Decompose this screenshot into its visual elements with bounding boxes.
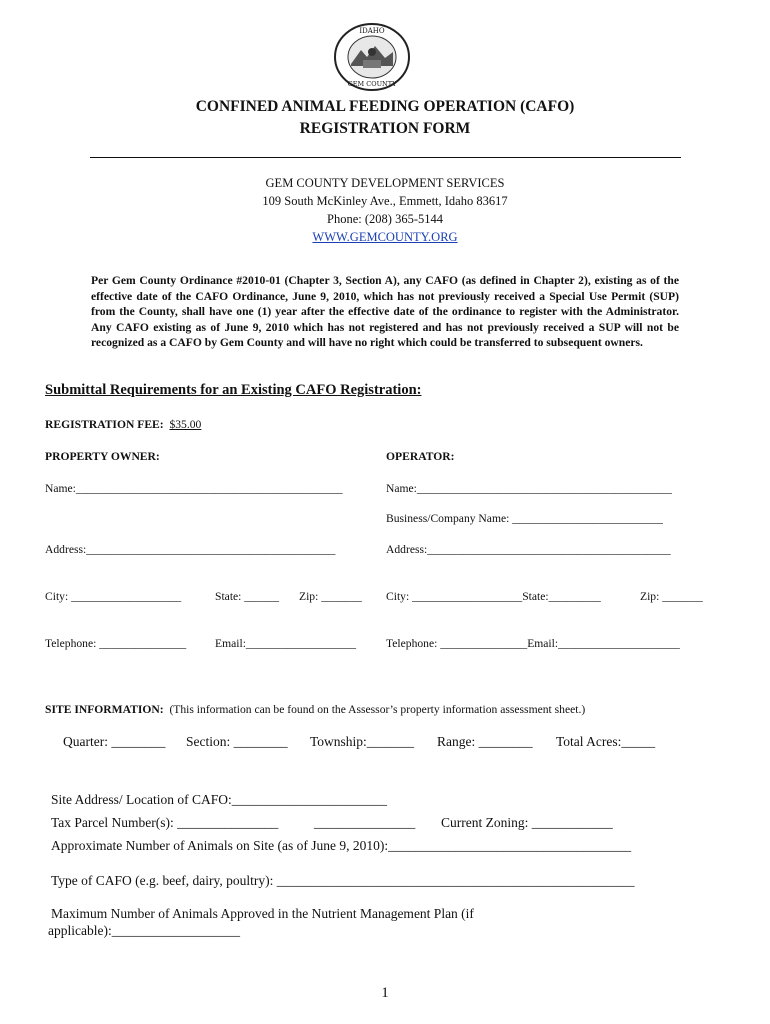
seal-bottom-text: GEM COUNTY [347,80,397,88]
current-zoning-field[interactable]: Current Zoning: ____________ [441,815,613,830]
cafo-type-field[interactable]: Type of CAFO (e.g. beef, dairy, poultry): _____________________________________________________ [51,873,635,888]
quarter-field[interactable]: Quarter: ________ [63,734,166,749]
owner-address-field[interactable]: Address:___________________________________________ [45,543,336,556]
tax-parcel-extra-field[interactable]: _______________ [314,815,416,830]
section-field[interactable]: Section: ________ [186,734,288,749]
agency-website-link[interactable]: WWW.GEMCOUNTY.ORG [312,230,458,244]
operator-address-field[interactable]: Address:__________________________________________ [386,543,671,556]
site-info-heading-row [45,703,585,716]
owner-city-field[interactable]: City: ___________________ [45,590,182,603]
fee-label: REGISTRATION FEE: [45,418,164,431]
seal-top-text: IDAHO [359,27,385,35]
operator-telephone-email-field[interactable]: Telephone: _______________Email:_____________________ [386,637,680,650]
owner-name-field[interactable]: Name:______________________________________________ [45,482,343,495]
title-divider [90,157,681,158]
tax-parcel-field[interactable]: Tax Parcel Number(s): _______________ [51,815,279,830]
form-title-line1: CONFINED ANIMAL FEEDING OPERATION (CAFO) [195,98,575,115]
total-acres-field[interactable]: Total Acres:_____ [556,734,656,749]
agency-address: 109 South McKinley Ave., Emmett, Idaho 83617 [262,194,508,208]
fee-value: $35.00 [169,418,202,431]
form-title-line2: REGISTRATION FORM [299,120,471,137]
agency-phone: Phone: (208) 365-5144 [327,212,443,226]
owner-zip-field[interactable]: Zip: _______ [299,590,362,603]
owner-state-field[interactable]: State: ______ [215,590,280,603]
operator-heading: OPERATOR: [386,450,455,463]
section-heading: Submittal Requirements for an Existing CAFO Registration: [45,382,422,398]
agency-website-wrap [0,228,770,247]
owner-telephone-field[interactable]: Telephone: _______________ [45,637,187,650]
range-field[interactable]: Range: ________ [437,734,533,749]
property-owner-heading: PROPERTY OWNER: [45,450,160,463]
ordinance-intro: Per Gem County Ordinance #2010-01 (Chapter 3, Section A), any CAFO (as defined in Chapter 2), existing as of the effective date of the CAFO Ordinance, June 9, 2010, which has not previously received a Special Use Permit (SUP) from the County, shall have one (1) year after the effective date of the ordinance to register with the Administrator. Any CAFO existing as of June 9, 2010 which has not registered and has not previously received a SUP will not be recognized as a CAFO by Gem County and will have no right which could be transferred to subsequent owners. [91,274,679,349]
operator-zip-field[interactable]: Zip: _______ [640,590,703,603]
site-info-note: (This information can be found on the Assessor’s property information assessment sheet.) [169,703,586,716]
max-animals-field[interactable]: applicable):___________________ [48,923,240,938]
owner-email-field[interactable]: Email:___________________ [215,637,357,650]
site-address-field[interactable]: Site Address/ Location of CAFO:_______________________ [51,792,387,807]
township-field[interactable]: Township:_______ [310,734,415,749]
registration-fee [45,418,201,431]
operator-name-field[interactable]: Name:____________________________________________ [386,482,672,495]
page-number: 1 [381,985,389,1001]
operator-business-field[interactable]: Business/Company Name: __________________________ [386,512,663,525]
agency-name: GEM COUNTY DEVELOPMENT SERVICES [265,176,505,190]
gem-county-seal [333,22,411,92]
site-info-heading: SITE INFORMATION: [45,703,164,716]
operator-city-state-field[interactable]: City: ___________________State:_________ [386,590,601,603]
max-animals-label: Maximum Number of Animals Approved in the Nutrient Management Plan (if [51,906,474,921]
approx-animals-field[interactable]: Approximate Number of Animals on Site (as of June 9, 2010):____________________________________ [51,838,632,853]
